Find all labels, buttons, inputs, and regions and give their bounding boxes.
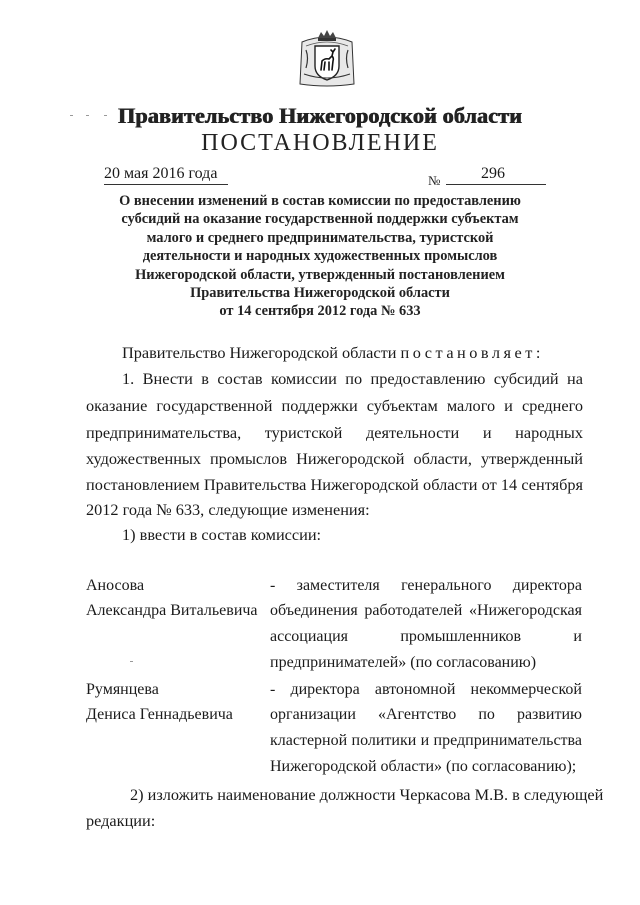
decree-number: 296 bbox=[481, 165, 505, 182]
member-role-line: Нижегородской области» (по согласованию); bbox=[270, 758, 577, 775]
paragraph-line: редакции: bbox=[86, 811, 156, 830]
coat-of-arms-emblem bbox=[296, 28, 358, 90]
member-surname: Румянцева bbox=[86, 681, 159, 698]
scan-speck bbox=[70, 115, 73, 116]
preamble bbox=[122, 343, 544, 363]
decree-word: постановляет: bbox=[400, 343, 544, 362]
subitem-1: 1) ввести в состав комиссии: bbox=[122, 525, 322, 544]
subject-line: Нижегородской области, утвержденный постановлением bbox=[135, 266, 505, 283]
paragraph-line: 2012 года № 633, следующие изменения: bbox=[86, 500, 370, 519]
member-role-line: объединения работодателей «Нижегородская bbox=[270, 602, 582, 619]
scan-speck bbox=[86, 115, 89, 116]
paragraph-line: оказание государственной поддержки субъектам малого и среднего bbox=[86, 396, 583, 415]
number-sign: № bbox=[428, 173, 441, 188]
decree-date: 20 мая 2016 года bbox=[104, 165, 218, 182]
government-title: Правительство Нижегородской области bbox=[117, 103, 522, 128]
preamble-text: Правительство Нижегородской области bbox=[122, 343, 401, 362]
subject-line: субсидий на оказание государственной поддержки субъектам bbox=[121, 211, 519, 228]
member-given-names: Дениса Геннадьевича bbox=[86, 706, 233, 723]
paragraph-line: 2) изложить наименование должности Черкасова М.В. в следующей bbox=[130, 785, 604, 804]
subject-line: О внесении изменений в состав комиссии по предоставлению bbox=[119, 193, 521, 209]
member-role-line: - директора автономной некоммерческой bbox=[270, 681, 582, 698]
date-underline bbox=[104, 184, 228, 185]
member-role-line: - заместителя генерального директора bbox=[270, 577, 582, 594]
paragraph-line: предпринимательства, туристской деятельности и народных bbox=[86, 423, 583, 442]
scan-speck bbox=[130, 661, 133, 662]
paragraph-line: художественных промыслов Нижегородской области, утвержденный bbox=[86, 449, 583, 468]
paragraph-line: постановлением Правительства Нижегородской области от 14 сентября bbox=[86, 475, 583, 494]
scan-speck bbox=[104, 115, 107, 116]
subject-line: от 14 сентября 2012 года № 633 bbox=[219, 303, 421, 320]
member-surname: Аносова bbox=[86, 577, 145, 594]
member-role-line: кластерной политики и предпринимательства bbox=[270, 732, 582, 749]
decree-subject bbox=[80, 192, 560, 321]
subject-line: деятельности и народных художественных промыслов bbox=[142, 248, 498, 265]
subject-line: Правительства Нижегородской области bbox=[190, 285, 450, 302]
number-underline bbox=[446, 184, 546, 185]
paragraph-line: 1. Внести в состав комиссии по предоставлению субсидий на bbox=[122, 369, 583, 388]
member-role-line: организации «Агентство по развитию bbox=[270, 706, 582, 723]
member-given-names: Александра Витальевича bbox=[86, 602, 258, 619]
member-role-line: предпринимателей» (по согласованию) bbox=[270, 654, 537, 671]
subject-line: малого и среднего предпринимательства, туристской bbox=[146, 229, 494, 246]
document-type: ПОСТАНОВЛЕНИЕ bbox=[201, 130, 439, 156]
member-role-line: ассоциация промышленников и bbox=[270, 628, 582, 645]
